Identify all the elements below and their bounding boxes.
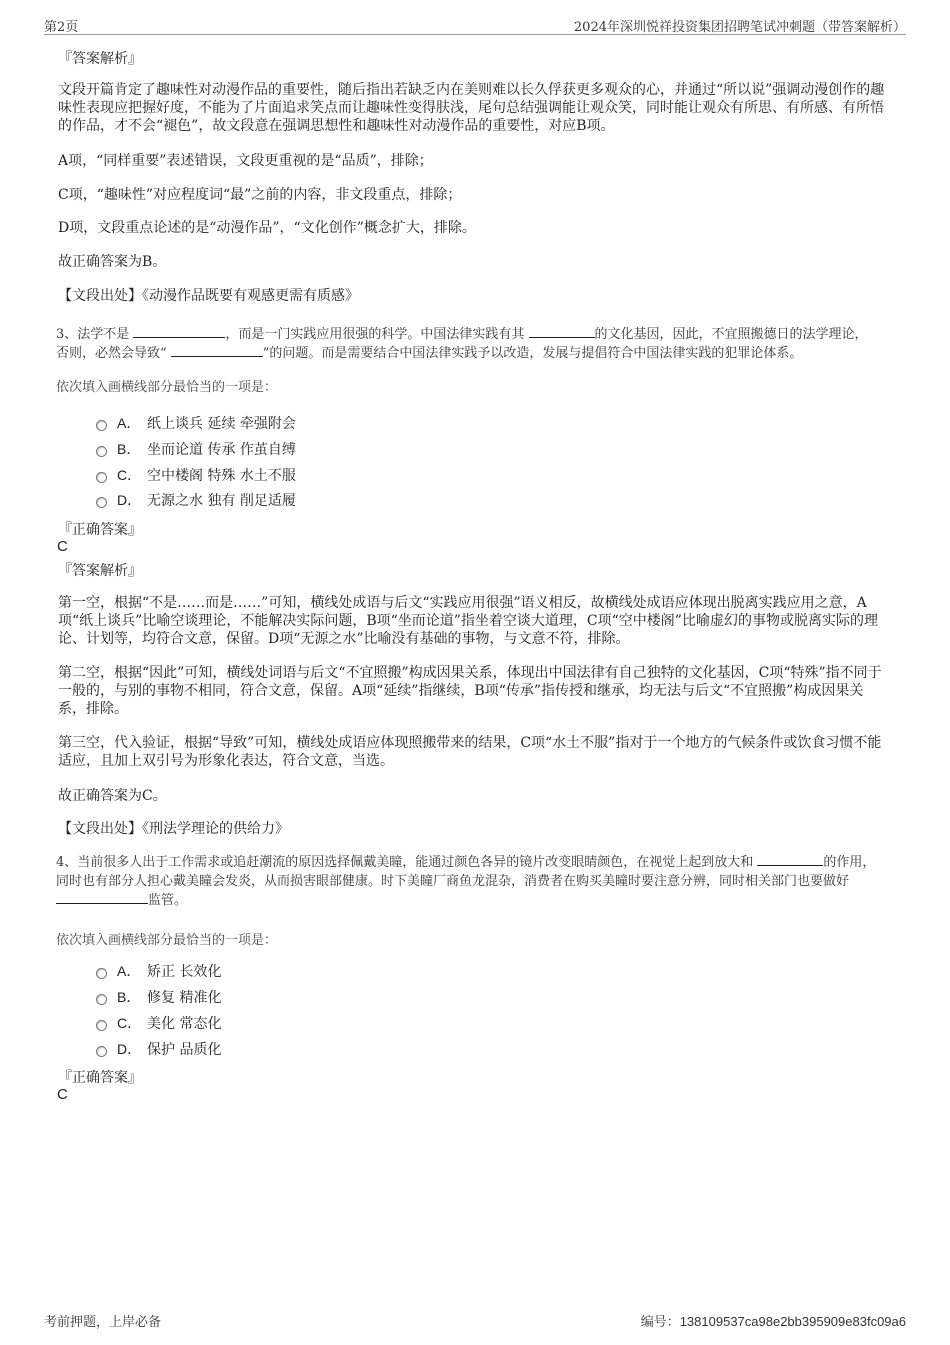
analysis-paragraph: 文段开篇肯定了趣味性对动漫作品的重要性，随后指出若缺乏内在美则难以长久俘获更多观众的心，并通过“所以说”强调动漫创作的趣味性表现应把握好度，不能为了片面追求笑点而让趣味性变得肤浅，尾句总结强调能让观众笑，同时能让观众有所思、有所感、有所悟的作品，才不会“褪色”，故文段意在强调思想性和趣味性对动漫作品的重要性，对应B项。 [58, 82, 885, 134]
q3-option-a[interactable]: A． 纸上谈兵 延续 牵强附会 [96, 413, 296, 433]
radio-icon[interactable] [96, 968, 107, 979]
analysis-label: 『答案解析』 [58, 51, 142, 67]
analysis-option-c: C项，“趣味性”对应程度词“最”之前的内容，非文段重点，排除； [58, 187, 462, 203]
radio-icon[interactable] [96, 994, 107, 1005]
radio-icon[interactable] [96, 497, 107, 508]
answer-blank-2 [56, 891, 148, 904]
answer-blank-1 [133, 325, 225, 338]
q4-option-a[interactable]: A． 矫正 长效化 [96, 961, 221, 981]
page-number: 第2页 [44, 20, 79, 35]
question-4-hint: 依次填入画横线部分最恰当的一项是： [56, 933, 278, 948]
q4-option-d[interactable]: D． 保护 品质化 [96, 1039, 221, 1059]
q3-option-c[interactable]: C． 空中楼阁 特殊 水土不服 [96, 465, 296, 485]
analysis-option-d: D项，文段重点论述的是“动漫作品”，“文化创作”概念扩大，排除。 [58, 220, 476, 236]
answer-blank-3 [171, 344, 263, 357]
correct-answer: C [57, 1086, 68, 1103]
q3-option-b[interactable]: B． 坐而论道 传承 作茧自缚 [96, 439, 296, 459]
question-3-hint: 依次填入画横线部分最恰当的一项是： [56, 380, 278, 395]
q4-option-c[interactable]: C． 美化 常态化 [96, 1013, 221, 1033]
document-title: 2024年深圳悦祥投资集团招聘笔试冲刺题（带答案解析） [573, 20, 906, 35]
radio-icon[interactable] [96, 446, 107, 457]
analysis-blank-3: 第三空，代入验证，根据“导致”可知，横线处成语应体现照搬带来的结果，C项“水土不服”指对于一个地方的气候条件或饮食习惯不能适应，且加上双引号为形象化表达，符合文意，当选。 [58, 735, 882, 769]
q3-option-d[interactable]: D． 无源之水 独有 削足适履 [96, 490, 296, 510]
correct-answer: C [57, 538, 68, 555]
analysis-conclusion: 故正确答案为C。 [58, 788, 167, 804]
answer-blank-1 [757, 853, 823, 866]
page-header [44, 14, 906, 35]
analysis-conclusion: 故正确答案为B。 [58, 254, 167, 270]
analysis-option-a: A项，“同样重要”表述错误，文段更重视的是“品质”，排除； [58, 153, 433, 169]
radio-icon[interactable] [96, 1020, 107, 1031]
radio-icon[interactable] [96, 472, 107, 483]
analysis-label: 『答案解析』 [58, 563, 142, 579]
source-citation: 【文段出处】《动漫作品既要有观感更需有质感》 [58, 288, 359, 304]
radio-icon[interactable] [96, 1046, 107, 1057]
correct-answer-label: 『正确答案』 [58, 1070, 142, 1086]
footer-slogan: 考前押题，上岸必备 [44, 1315, 162, 1330]
answer-blank-2 [529, 325, 595, 338]
radio-icon[interactable] [96, 420, 107, 431]
analysis-blank-1: 第一空，根据“不是……而是……”可知，横线处成语与后文“实践应用很强”语义相反，故横线处成语应体现出脱离实践应用之意，A项“纸上谈兵”比喻空谈理论，不能解决实际问题，B项“坐而论道”指坐着空谈大道理，C项“空中楼阁”比喻虚幻的事物或脱离实际的理论、计划等，均符合文意，保留。D项“无源之水”比喻没有基础的事物，与文意不符，排除。 [58, 595, 878, 647]
analysis-blank-2: 第二空，根据“因此”可知，横线处词语与后文“不宜照搬”构成因果关系，体现出中国法律有自己独特的文化基因，C项“特殊”指不同于一般的，与别的事物不相同，符合文意，保留。A项“延续”指继续，B项“传承”指传授和继承，均无法与后文“不宜照搬”构成因果关系，排除。 [58, 665, 882, 717]
document-id: 编号：138109537ca98e2bb395909e83fc09a6 [640, 1314, 906, 1329]
source-citation: 【文段出处】《刑法学理论的供给力》 [58, 821, 289, 837]
question-3-stem: 3、法学不是 ，而是一门实践应用很强的科学。中国法律实践有其 的文化基因，因此，不宜照搬德日的法学理论， 否则，必然会导致“ ”的问题。而是需要结合中国法律实践予以改造，发展与提倡符合中国法律实践的犯罪论体系。 [56, 327, 868, 361]
q4-option-b[interactable]: B． 修复 精准化 [96, 987, 221, 1007]
question-4-stem: 4、当前很多人出于工作需求或追赶潮流的原因选择佩戴美瞳，能通过颜色各异的镜片改变眼睛颜色，在视觉上起到放大和 的作用， 同时也有部分人担心戴美瞳会发炎，从而损害眼部健康。时下美瞳厂商鱼龙混杂，消费者在购买美瞳时要注意分辨，同时相关部门也要做好 监管。 [56, 855, 876, 908]
correct-answer-label: 『正确答案』 [58, 522, 142, 538]
